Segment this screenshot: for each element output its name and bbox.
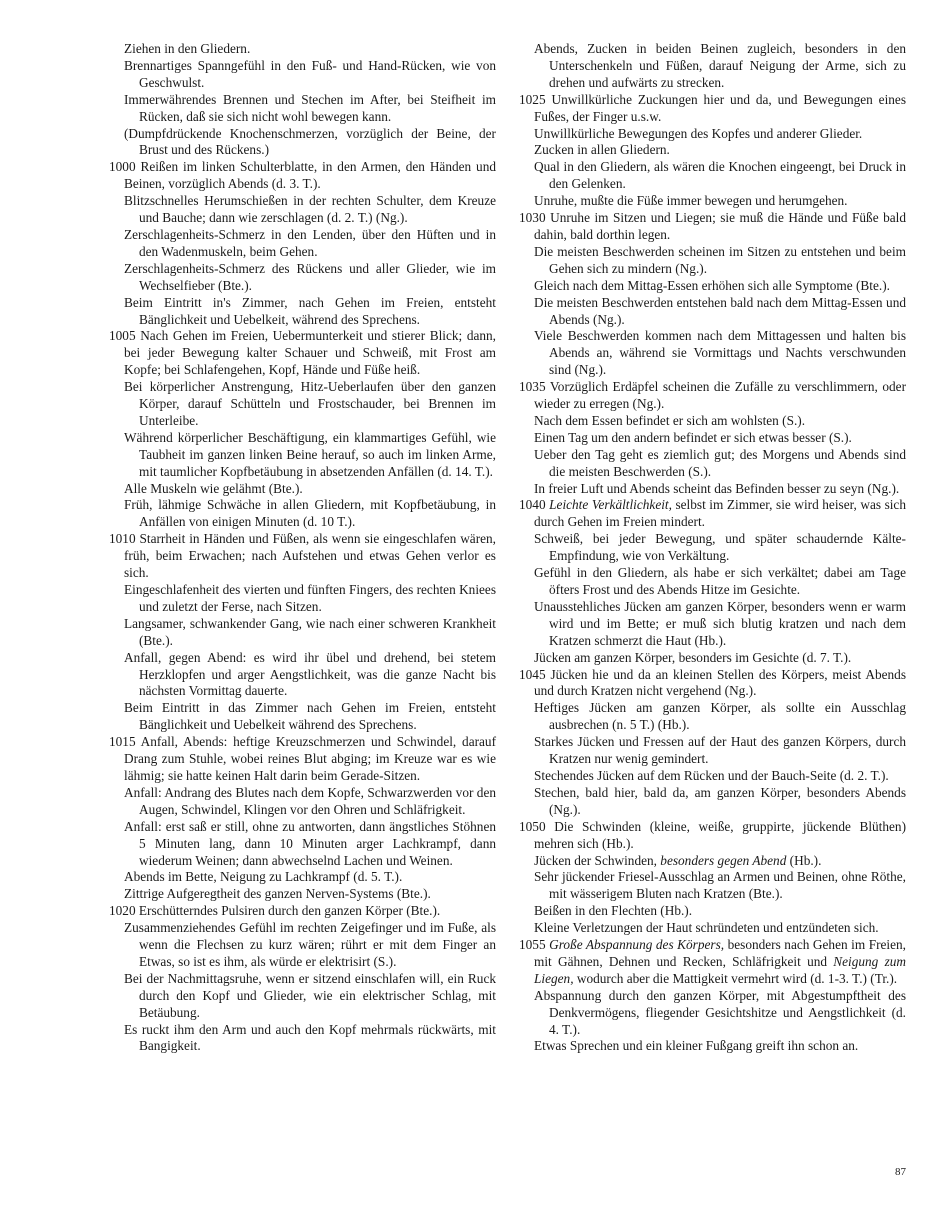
right-column xyxy=(519,41,906,1055)
entry-text: Anfall: erst saß er still, ohne zu antworten, dann ängstliches Stöhnen 5 Minuten lang, dann 10 Minuten arger Lachkrampf, dann wiederum Weinen; dann abwechselnd Lachen und Weinen. xyxy=(124,818,496,868)
symptom-entry xyxy=(519,768,906,785)
symptom-entry xyxy=(109,920,496,971)
entry-text: Reißen im linken Schulterblatte, in den Armen, den Händen und Beinen, vorzüglich Abends (d. 3. T.). xyxy=(124,159,496,192)
symptom-entry xyxy=(109,430,496,481)
symptom-entry xyxy=(519,481,906,498)
entry-emphasis: besonders gegen Abend xyxy=(660,852,787,868)
symptom-entry xyxy=(109,41,496,58)
symptom-entry xyxy=(519,430,906,447)
entry-number: 1040 xyxy=(519,497,546,513)
entry-text: Anfall, Abends: heftige Kreuzschmerzen und Schwindel, darauf Drang zum Stuhle, wobei reines Blut abging; im Kreuze war es wie lähmig; sie hatte keinen Halt darin beim Gerade-Sitzen. xyxy=(124,734,496,783)
entry-text: Beim Eintritt in's Zimmer, nach Gehen im Freien, entsteht Bänglichkeit und Uebelkeit, während des Sprechens. xyxy=(124,294,496,327)
entry-text: Abends im Bette, Neigung zu Lachkrampf (d. 5. T.). xyxy=(124,869,403,885)
symptom-entry xyxy=(109,497,496,531)
symptom-entry xyxy=(519,193,906,210)
entry-text: Unruhe, mußte die Füße immer bewegen und herumgehen. xyxy=(534,193,848,209)
entry-emphasis: Leichte Verkältlichkeit, xyxy=(549,497,672,513)
entry-text: Sehr jückender Friesel-Ausschlag an Armen und Beinen, ohne Röthe, mit wässerigem Bluten nach Kratzen (Bte.). xyxy=(534,869,906,902)
symptom-entry xyxy=(109,886,496,903)
entry-text: Qual in den Gliedern, als wären die Knochen eingeengt, bei Druck in den Gelenken. xyxy=(534,159,906,192)
entry-text: Gefühl in den Gliedern, als habe er sich verkältet; dabei am Tage öfters Frost und des Abends Hitze im Gesichte. xyxy=(534,565,906,597)
entry-text: Beißen in den Flechten (Hb.). xyxy=(534,903,693,919)
entry-text: Beim Eintritt in das Zimmer nach Gehen im Freien, entsteht Bänglichkeit und Uebelkeit während des Sprechens. xyxy=(124,700,496,733)
symptom-entry xyxy=(519,413,906,430)
symptom-entry xyxy=(519,785,906,819)
symptom-entry xyxy=(109,903,496,920)
symptom-entry xyxy=(519,210,906,244)
symptom-entry xyxy=(519,869,906,903)
entry-emphasis: Große Abspannung des Körpers, xyxy=(549,937,725,953)
entry-text: Brennartiges Spanngefühl in den Fuß- und Hand-Rücken, wie von Geschwulst. xyxy=(124,57,496,90)
symptom-entry xyxy=(519,565,906,599)
symptom-entry xyxy=(519,244,906,278)
entry-text: (Hb.). xyxy=(786,852,822,868)
entry-number: 1035 xyxy=(519,379,546,395)
entry-text: Bei körperlicher Anstrengung, Hitz-Ueberlaufen über den ganzen Körper, darauf Schütteln und Frostschauder, bei Brennen im Unterleibe. xyxy=(124,379,496,428)
entry-number: 1045 xyxy=(519,666,546,682)
symptom-entry xyxy=(109,616,496,650)
entry-text: Stechen, bald hier, bald da, am ganzen Körper, besonders Abends (Ng.). xyxy=(534,784,906,817)
symptom-entry xyxy=(519,126,906,143)
entry-text: Anfall: Andrang des Blutes nach dem Kopfe, Schwarzwerden vor den Augen, Schwindel, Klingen vor den Ohren und Schläfrigkeit. xyxy=(124,784,496,817)
entry-text: Während körperlicher Beschäftigung, ein klammartiges Gefühl, wie Taubheit im ganzen linken Beine herauf, so auch im linken Arme, mit taumlicher Kopfbetäubung in absetzenden Anfällen (d. 14. T.). xyxy=(124,429,496,479)
entry-text: Blitzschnelles Herumschießen in der rechten Schulter, dem Kreuze und Bauche; dann wie zerschlagen (d. 2. T.) (Ng.). xyxy=(124,193,496,226)
entry-text: Einen Tag um den andern befindet er sich etwas besser (S.). xyxy=(534,429,852,445)
entry-text: Zerschlagenheits-Schmerz des Rückens und aller Glieder, wie im Wechselfieber (Bte.). xyxy=(124,260,496,293)
entry-text: Jücken am ganzen Körper, besonders im Gesichte (d. 7. T.). xyxy=(534,649,852,665)
entry-text: Schweiß, bei jeder Bewegung, und später schaudernde Kälte-Empfindung, wie von Verkältung. xyxy=(534,531,906,564)
entry-text: wodurch aber die Mattigkeit vermehrt wird (d. 1-3. T.) (Tr.). xyxy=(573,970,898,986)
entry-emphasis: Neigung zum Liegen, xyxy=(534,953,906,986)
entry-text: Die meisten Beschwerden scheinen im Sitzen zu entstehen und beim Gehen sich zu mindern (Ng.). xyxy=(534,243,906,276)
entry-text: Unwillkürliche Bewegungen des Kopfes und anderer Glieder. xyxy=(534,125,863,141)
symptom-entry xyxy=(109,869,496,886)
symptom-entry xyxy=(519,988,906,1039)
entry-number: 1010 xyxy=(109,531,136,547)
entry-text: Zusammenziehendes Gefühl im rechten Zeigefinger und im Fuße, als wenn die Flechsen zu kurz wären; rührt er mit dem Finger an Etwas, so ist es ihm, als würde er elektrisirt (S.). xyxy=(124,920,496,969)
entry-text: Zittrige Aufgeregtheit des ganzen Nerven-Systems (Bte.). xyxy=(124,886,431,902)
entry-text: Unausstehliches Jücken am ganzen Körper, besonders wenn er warm wird und im Bette; er muß sich blutig kratzen und nach dem Kratzen schmerzt die Haut (Hb.). xyxy=(534,598,906,648)
entry-number: 1030 xyxy=(519,210,546,226)
entry-number: 1050 xyxy=(519,818,546,834)
symptom-entry xyxy=(109,227,496,261)
symptom-entry xyxy=(109,92,496,126)
symptom-entry xyxy=(519,700,906,734)
entry-text: Die Schwinden (kleine, weiße, gruppirte, jückende Blüthen) mehren sich (Hb.). xyxy=(534,818,907,851)
entry-text: Ziehen in den Gliedern. xyxy=(124,41,251,56)
symptom-entry xyxy=(109,531,496,582)
symptom-entry xyxy=(109,193,496,227)
entry-text: Eingeschlafenheit des vierten und fünften Fingers, des rechten Kniees und zuletzt der Ferse, nach Sitzen. xyxy=(124,582,496,614)
symptom-entry xyxy=(519,497,906,531)
entry-text: Erschütterndes Pulsiren durch den ganzen Körper (Bte.). xyxy=(138,903,441,919)
symptom-entry xyxy=(109,261,496,295)
entry-text: Abends, Zucken in beiden Beinen zugleich, besonders in den Unterschenkeln und Füßen, darauf Neigung der Arme, sich zu drehen und aufwärts zu strecken. xyxy=(534,41,906,90)
symptom-entry xyxy=(109,1022,496,1056)
entry-text: Heftiges Jücken am ganzen Körper, als sollte ein Ausschlag ausbrechen (n. 5 T.) (Hb.). xyxy=(534,700,906,733)
entry-number: 1000 xyxy=(109,159,136,175)
symptom-entry xyxy=(519,853,906,870)
symptom-entry xyxy=(519,650,906,667)
entry-text: Unwillkürliche Zuckungen hier und da, und Bewegungen eines Fußes, der Finger u.s.w. xyxy=(534,91,907,124)
symptom-entry xyxy=(519,819,906,853)
symptom-entry xyxy=(519,920,906,937)
entry-text: In freier Luft und Abends scheint das Befinden besser zu seyn (Ng.). xyxy=(534,480,900,496)
symptom-entry xyxy=(109,819,496,870)
entry-number: 1015 xyxy=(109,734,136,750)
symptom-entry xyxy=(519,328,906,379)
entry-number: 1055 xyxy=(519,937,546,953)
entry-text: Ueber den Tag geht es ziemlich gut; des Morgens und Abends sind die meisten Beschwerden (S.). xyxy=(534,446,906,479)
entry-text: Zucken in allen Gliedern. xyxy=(534,142,670,158)
entry-text: Stechendes Jücken auf dem Rücken und der Bauch-Seite (d. 2. T.). xyxy=(534,767,889,783)
symptom-entry xyxy=(109,379,496,430)
entry-number: 1020 xyxy=(109,903,136,919)
entry-number: 1005 xyxy=(109,328,136,344)
entry-text: Nach dem Essen befindet er sich am wohlsten (S.). xyxy=(534,412,806,428)
entry-text: Viele Beschwerden kommen nach dem Mittagessen und halten bis Abends an, während sie Vormittags und Nachts verschwunden sind (Ng.). xyxy=(534,328,906,378)
entry-text: Unruhe im Sitzen und Liegen; sie muß die Hände und Füße bald dahin, bald dorthin legen. xyxy=(534,210,906,242)
entry-text: Starkes Jücken und Fressen auf der Haut des ganzen Körpers, durch Kratzen nur wenig gemindert. xyxy=(534,734,906,767)
symptom-entry xyxy=(519,734,906,768)
page-number: 87 xyxy=(895,1166,906,1178)
entry-text: besonders nach Gehen im Freien, mit Gähnen, Dehnen und Recken, Schläfrigkeit und xyxy=(534,937,907,969)
entry-text: Früh, lähmige Schwäche in allen Gliedern, mit Kopfbetäubung, in Anfällen von einigen Minuten (d. 10 T.). xyxy=(124,497,496,530)
left-column xyxy=(109,41,496,1055)
symptom-entry xyxy=(519,903,906,920)
entry-text: Immerwährendes Brennen und Stechen im After, bei Steifheit im Rücken, daß sie sich nicht wohl bewegen kann. xyxy=(124,91,496,124)
symptom-entry xyxy=(519,92,906,126)
entry-text: Zerschlagenheits-Schmerz in den Lenden, über den Hüften und in den Wadenmuskeln, beim Gehen. xyxy=(124,226,496,259)
symptom-entry xyxy=(109,58,496,92)
symptom-entry xyxy=(519,379,906,413)
symptom-entry xyxy=(109,971,496,1022)
entry-text: Langsamer, schwankender Gang, wie nach einer schweren Krankheit (Bte.). xyxy=(124,615,496,648)
symptom-entry xyxy=(519,937,906,988)
entry-text: Vorzüglich Erdäpfel scheinen die Zufälle zu verschlimmern, oder wieder zu erregen (Ng.). xyxy=(534,379,906,412)
symptom-entry xyxy=(109,582,496,616)
entry-text: Nach Gehen im Freien, Uebermunterkeit und stierer Blick; dann, bei jeder Bewegung kalter Schauer und Schweiß, mit Frost am Kopfe; bei Schlafengehen, Kopf, Hände und Füße heiß. xyxy=(124,328,497,378)
symptom-entry xyxy=(109,734,496,785)
symptom-entry xyxy=(109,650,496,701)
entry-text: Gleich nach dem Mittag-Essen erhöhen sich alle Symptome (Bte.). xyxy=(534,277,890,293)
entry-number: 1025 xyxy=(519,91,546,107)
symptom-entry xyxy=(109,126,496,160)
symptom-entry xyxy=(109,295,496,329)
symptom-entry xyxy=(109,700,496,734)
entry-text: Jücken der Schwinden, xyxy=(534,852,661,868)
symptom-entry xyxy=(519,142,906,159)
symptom-entry xyxy=(519,295,906,329)
entry-text: Anfall, gegen Abend: es wird ihr übel und drehend, bei stetem Herzklopfen und arger Aengstlichkeit, was die ganze Nacht bis nächsten Vormittag dauerte. xyxy=(124,649,496,699)
symptom-entry xyxy=(519,531,906,565)
entry-text: Alle Muskeln wie gelähmt (Bte.). xyxy=(124,480,303,496)
symptom-entry xyxy=(519,278,906,295)
entry-text: (Dumpfdrückende Knochenschmerzen, vorzüglich der Beine, der Brust und des Rückens.) xyxy=(124,125,496,158)
symptom-entry xyxy=(109,785,496,819)
symptom-entry xyxy=(519,41,906,92)
entry-text: Starrheit in Händen und Füßen, als wenn sie eingeschlafen wären, früh, beim Erwachen; nach Aufstehen und etwas Gehen verlor es sich. xyxy=(124,531,496,581)
entry-text: Jücken hie und da an kleinen Stellen des Körpers, meist Abends und durch Kratzen nicht vergehend (Ng.). xyxy=(534,666,906,699)
entry-text: Abspannung durch den ganzen Körper, mit Abgestumpftheit des Denkvermögens, fliegender Gesichtshitze und Aengstlichkeit (d. 4. T.). xyxy=(534,987,906,1037)
entry-text: Etwas Sprechen und ein kleiner Fußgang greift ihn schon an. xyxy=(534,1038,859,1054)
symptom-entry xyxy=(519,667,906,701)
symptom-entry xyxy=(519,447,906,481)
symptom-entry xyxy=(109,328,496,379)
symptom-entry xyxy=(519,1038,906,1055)
symptom-entry xyxy=(109,159,496,193)
entry-text: Es ruckt ihm den Arm und auch den Kopf mehrmals rückwärts, mit Bangigkeit. xyxy=(124,1021,496,1054)
symptom-entry xyxy=(109,481,496,498)
symptom-entry xyxy=(519,159,906,193)
entry-text: selbst im Zimmer, sie wird heiser, was sich durch Gehen im Freien mindert. xyxy=(534,497,906,530)
entry-text: Bei der Nachmittagsruhe, wenn er sitzend einschlafen will, ein Ruck durch den Kopf und Glieder, wie ein elektrischer Schlag, mit Betäubung. xyxy=(124,970,496,1020)
entry-text: Kleine Verletzungen der Haut schründeten und entzündeten sich. xyxy=(534,920,879,936)
entry-text: Die meisten Beschwerden entstehen bald nach dem Mittag-Essen und Abends (Ng.). xyxy=(534,294,906,327)
symptom-entry xyxy=(519,599,906,650)
